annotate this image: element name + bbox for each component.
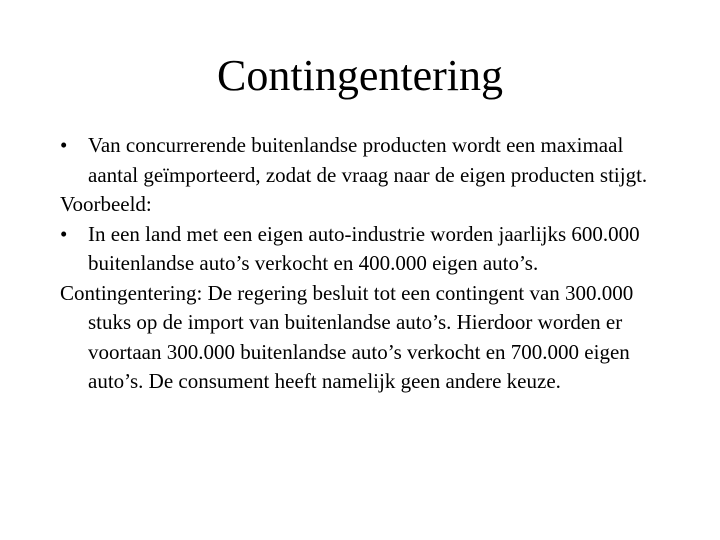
contingent-term: Contingentering: [60, 280, 197, 305]
slide-title: Contingentering: [217, 51, 503, 100]
contingent-paragraph: [60, 279, 660, 397]
contingent-text: : De regering besluit tot een contingent van 300.000 stuks op de import van buitenlandse auto’s. Hierdoor worden er voortaan 300.000 buitenlandse auto’s verkocht en 700.000 eigen auto’s. De consument heeft namelijk geen andere keuze.: [88, 280, 634, 393]
bullet-text: Van concurrerende buitenlandse producten wordt een maximaal aantal geïmporteerd, zodat de vraag naar de eigen producten stijgt.: [88, 133, 648, 187]
bullet-item-example: [60, 220, 660, 279]
example-label-line: [60, 190, 660, 220]
bullet-icon: •: [60, 133, 68, 157]
example-label: Voorbeeld:: [60, 192, 152, 216]
slide-body: [60, 131, 660, 397]
bullet-icon: •: [60, 221, 68, 246]
bullet-text: In een land met een eigen auto-industrie worden jaarlijks 600.000 buitenlandse auto’s verkocht en 400.000 eigen auto’s.: [88, 221, 640, 275]
bullet-item-definition: [60, 131, 660, 190]
